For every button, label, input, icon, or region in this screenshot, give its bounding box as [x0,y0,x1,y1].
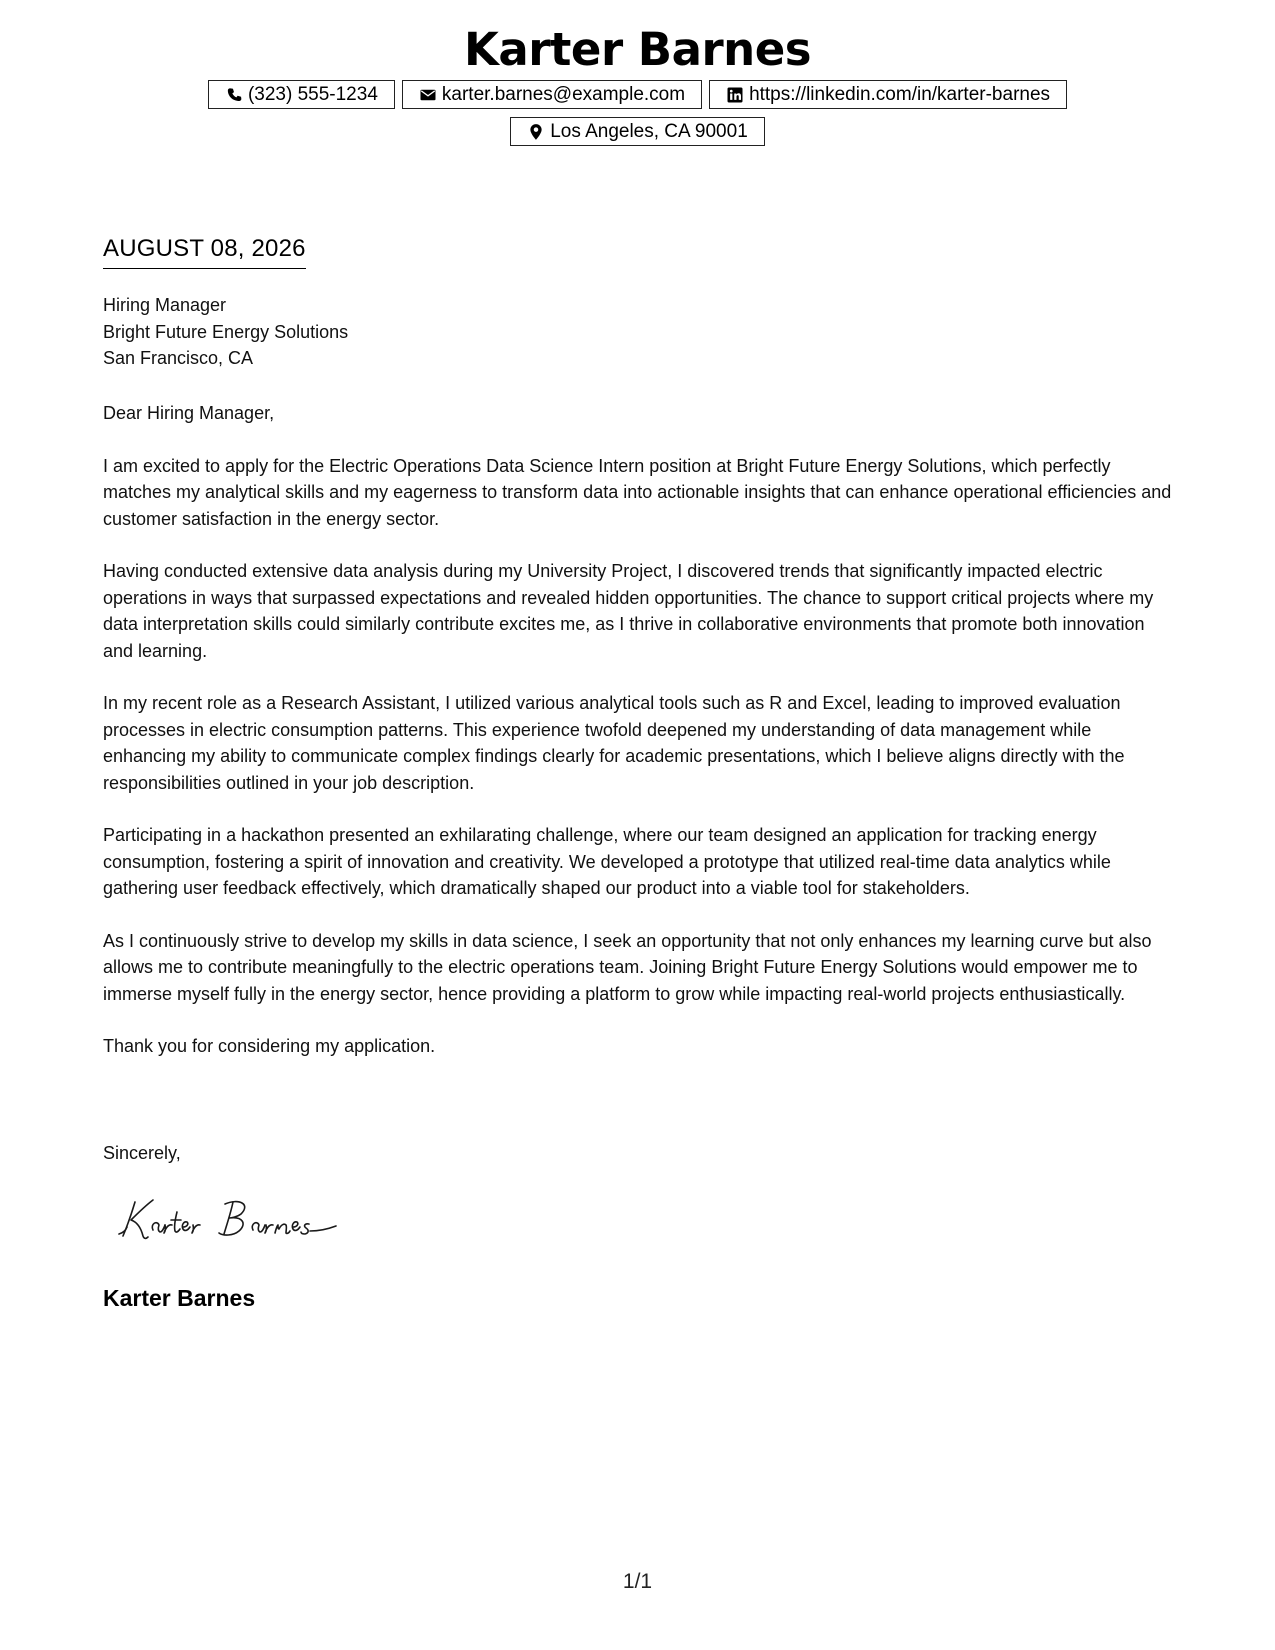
linkedin-text: https://linkedin.com/in/karter-barnes [749,83,1051,105]
recipient-title: Hiring Manager [103,295,227,315]
body-paragraph: Participating in a hackathon presented an exhilarating challenge, where our team designed an application for tracking energy consumption, fostering a spirit of innovation and creativity. We developed a prototype that utilized real-time data analytics while gathering user feedback effectively, which dramatically shaped our product into a viable tool for stakeholders. [103,825,1111,898]
closing: Sincerely, [103,1143,181,1163]
phone-icon [225,86,243,104]
body-paragraph: Thank you for considering my application. [103,1036,436,1056]
signer-name: Karter Barnes [103,1285,256,1311]
page-indicator: 1/1 [622,1570,653,1593]
map-pin-icon [527,123,545,141]
contact-location [510,117,765,146]
contact-row [0,80,1275,109]
location-text: Los Angeles, CA 90001 [550,120,748,142]
salutation: Dear Hiring Manager, [103,403,275,423]
letter-body [103,400,1173,1086]
contact-row-location [0,117,1275,146]
body-paragraph: I am excited to apply for the Electric Operations Data Science Intern position at Bright Future Energy Solutions, which perfectly matches my analytical skills and my eagerness to transform data into actionable insights that can enhance operational efficiencies and customer satisfaction in the energy sector. [103,455,1172,529]
recipient-block [103,292,348,372]
phone-text: (323) 555-1234 [247,83,378,105]
letter-date: AUGUST 08, 2026 [103,234,306,269]
body-paragraph: In my recent role as a Research Assistant, I utilized various analytical tools such as R and Excel, leading to improved evaluation processes in electric consumption patterns. This experience twofold deepened my understanding of data management while enhancing my ability to communicate complex findings clearly for academic presentations, which I believe aligns directly with the responsibilities outlined in your job description. [103,693,1125,793]
contact-email[interactable] [402,80,702,109]
recipient-company: Bright Future Energy Solutions [103,321,349,342]
contact-linkedin[interactable] [709,80,1067,109]
linkedin-icon [726,86,744,104]
recipient-location: San Francisco, CA [103,348,254,368]
body-paragraph: Having conducted extensive data analysis during my University Project, I discovered trends that significantly impacted electric operations in ways that surpassed expectations and revealed hidden opportunities. The chance to support critical projects where my data interpretation skills could similarly contribute excites me, as I thrive in collaborative environments that promote both innovation and learning. [103,561,1154,661]
email-text: karter.barnes@example.com [441,83,686,105]
handwritten-signature [113,1190,353,1246]
applicant-name: Karter Barnes [463,23,812,76]
body-paragraph: As I continuously strive to develop my skills in data science, I seek an opportunity that not only enhances my learning curve but also allows me to contribute meaningfully to the electric operations team. Joining Bright Future Energy Solutions would empower me to immerse myself fully in the energy sector, hence providing a platform to grow while impacting real-world projects enthusiastically. [103,930,1152,1004]
contact-phone [208,80,395,109]
envelope-icon [419,86,437,104]
